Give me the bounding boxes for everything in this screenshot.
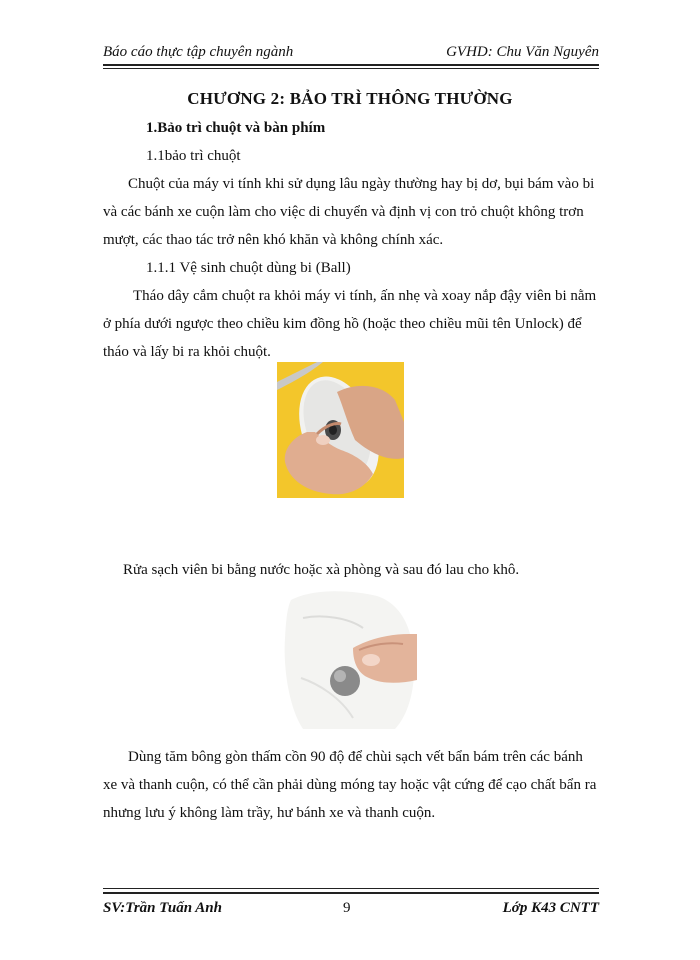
- step1-line-3: tháo và lấy bi ra khỏi chuột.: [103, 344, 271, 360]
- page-header: [103, 38, 599, 64]
- step3-line-1: Dùng tăm bông gòn thấm cồn 90 độ để chùi sạch vết bẩn bám trên các bánh: [128, 749, 583, 765]
- page-number: 9: [343, 900, 351, 916]
- header-supervisor: GVHD: Chu Văn Nguyên: [446, 44, 599, 60]
- header-rule: [103, 64, 599, 66]
- sub-subsection-heading: 1.1.1 Vệ sinh chuột dùng bi (Ball): [146, 260, 351, 276]
- step3-line-2: xe và thanh cuộn, có thể cần phải dùng móng tay hoặc vật cứng để cạo chất bẩn ra: [103, 777, 597, 793]
- footer-student-name: SV:Trần Tuấn Anh: [103, 900, 222, 916]
- page-footer: [103, 888, 599, 928]
- step2-line: Rửa sạch viên bi bằng nước hoặc xà phòng và sau đó lau cho khô.: [123, 562, 520, 578]
- footer-class: Lớp K43 CNTT: [502, 900, 599, 916]
- footer-rule-thin: [103, 888, 599, 889]
- intro-line-2: và các bánh xe cuộn làm cho việc di chuyển và định vị con trỏ chuột không trơn: [103, 204, 584, 220]
- step3-line-3: nhưng lưu ý không làm trầy, hư bánh xe và thanh cuộn.: [103, 805, 436, 821]
- subsection-heading: 1.1bảo trì chuột: [146, 148, 241, 164]
- header-report-title: Báo cáo thực tập chuyên ngành: [103, 44, 294, 60]
- intro-line-1: Chuột của máy vi tính khi sử dụng lâu ngày thường hay bị dơ, bụi bám vào bi: [128, 176, 595, 192]
- footer-rule: [103, 892, 599, 894]
- header-rule-thin: [103, 68, 599, 69]
- intro-line-3: mượt, các thao tác trở nên khó khăn và không chính xác.: [103, 232, 444, 248]
- section-heading: 1.Bảo trì chuột và bàn phím: [146, 120, 326, 136]
- step1-line-1: Tháo dây cắm chuột ra khỏi máy vi tính, ấn nhẹ và xoay nắp đậy viên bi nằm: [133, 288, 597, 304]
- ball-cleaning-photo: [283, 588, 417, 729]
- chapter-title: CHƯƠNG 2: BẢO TRÌ THÔNG THƯỜNG: [187, 89, 513, 108]
- mouse-ball-removal-photo: [277, 362, 404, 498]
- step1-line-2: ở phía dưới ngược theo chiều kim đồng hồ (hoặc theo chiều mũi tên Unlock) để: [103, 316, 582, 332]
